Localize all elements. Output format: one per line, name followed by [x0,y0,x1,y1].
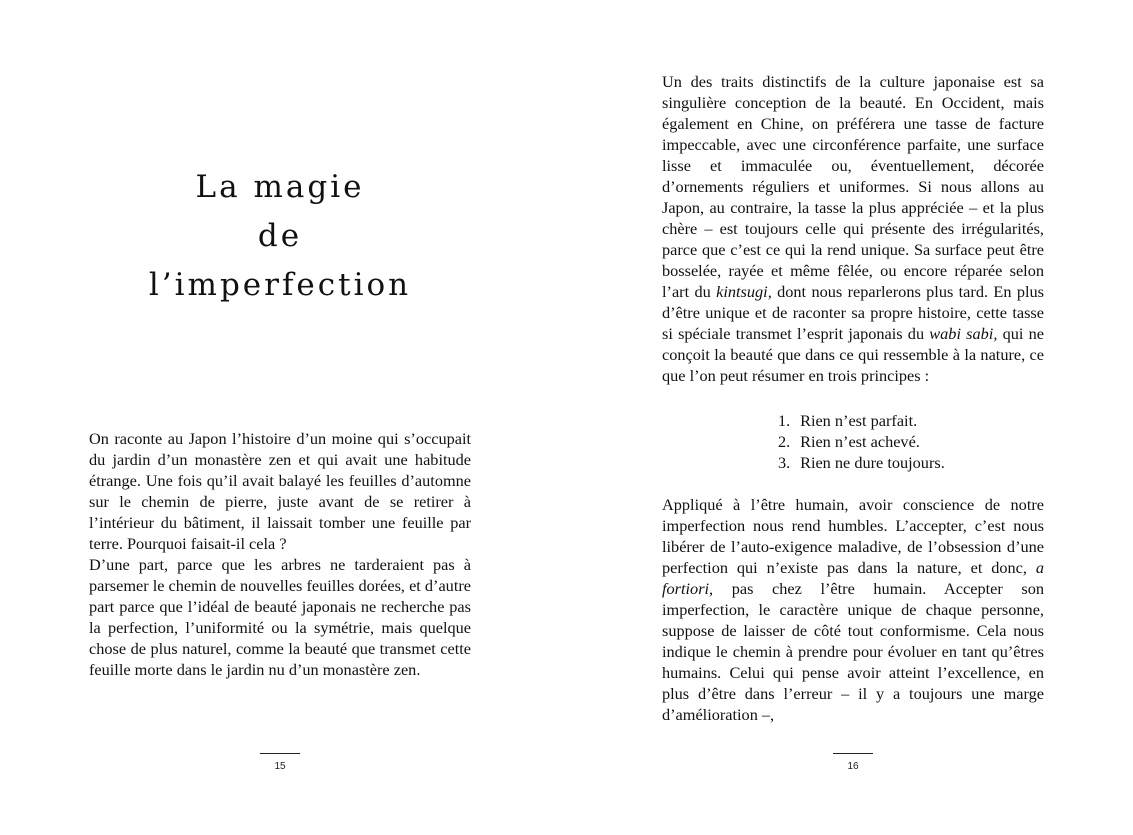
paragraph: D’une part, parce que les arbres ne tarderaient pas à parsemer le chemin de nouvelles feuilles dorées, et d’autre part parce que l’idéal de beauté japonais ne recherche pas la perfection, l’uniformité ou la symétrie, mais quelque chose de plus naturel, comme la beauté que transmet cette feuille morte dans le jardin nu d’un monastère zen. [89,555,471,679]
list-number: 3. [778,453,791,472]
chapter-title-line: l’imperfection [148,267,412,303]
page-number-left [260,753,300,773]
list-item [778,410,945,431]
left-body-text [89,428,471,680]
list-item [778,431,945,452]
text-run: pas chez l’être humain. Accepter son imperfection, le caractère unique de chaque personne, suppose de laisser de côté tout conformisme. Cela nous indique le chemin à prendre pour évoluer en tant qu’êtres humains. Celui qui pense avoir atteint l’excellence, en plus d’être dans l’erreur – il y a toujours une marge d’amélioration –, [662,579,1044,724]
right-page [566,0,1133,835]
italic-term: kintsugi, [716,282,772,301]
list-text: Rien n’est parfait. [800,411,918,430]
text-run: Un des traits distinctifs de la culture japonaise est sa singulière conception de la beauté. En Occident, mais également en Chine, on préférera une tasse de facture impeccable, avec une circonférence parfaite, une surface lisse et immaculée ou, éventuellement, décorée d’ornements réguliers et uniformes. Si nous allons au Japon, au contraire, la tasse la plus appréciée – et la plus chère – est toujours celle qui présente des irrégularités, parce que c’est ce qui la rend unique. Sa surface peut être bosselée, rayée et même fêlée, ou encore réparée selon l’art du [662,72,1044,301]
text-run: Appliqué à l’être humain, avoir conscience de notre imperfection nous rend humbles. L’accepter, c’est nous libérer de l’auto-exigence maladive, de l’obsession d’une perfection qui n’existe pas dans la nature, et donc, [662,495,1044,577]
page-number: 15 [274,761,286,772]
right-paragraph-1 [662,71,1044,386]
paragraph [662,71,1044,386]
page-number: 16 [847,761,859,772]
chapter-title [90,163,470,310]
text-run: dont nous reparlerons plus tard. En plus d’être unique et de raconter sa propre histoire, cette tasse si spéciale transmet l’esprit japonais du [662,282,1045,343]
left-page [0,0,566,835]
folio-rule [833,753,873,754]
list-text: Rien n’est achevé. [800,432,920,451]
text-run: qui ne conçoit la beauté que dans ce qui ressemble à la nature, ce que l’on peut résumer en trois principes : [662,324,1044,385]
paragraph [662,494,1044,725]
list-number: 2. [778,432,791,451]
list-item [778,452,945,473]
list-text: Rien ne dure toujours. [800,453,945,472]
list-number: 1. [778,411,791,430]
folio-rule [260,753,300,754]
paragraph: On raconte au Japon l’histoire d’un moine qui s’occupait du jardin d’un monastère zen et qui avait une habitude étrange. Une fois qu’il avait balayé les feuilles d’automne sur le chemin de pierre, juste avant de se retirer à l’intérieur du bâtiment, il laissait tomber une feuille par terre. Pourquoi faisait-il cela ? [89,429,471,553]
chapter-title-line: de [257,218,303,254]
right-paragraph-2 [662,494,1044,725]
italic-term: a fortiori, [662,558,1044,598]
italic-term: wabi sabi, [929,324,998,343]
chapter-title-line: La magie [195,169,365,205]
page-number-right [833,753,873,773]
principles-list [778,410,945,473]
